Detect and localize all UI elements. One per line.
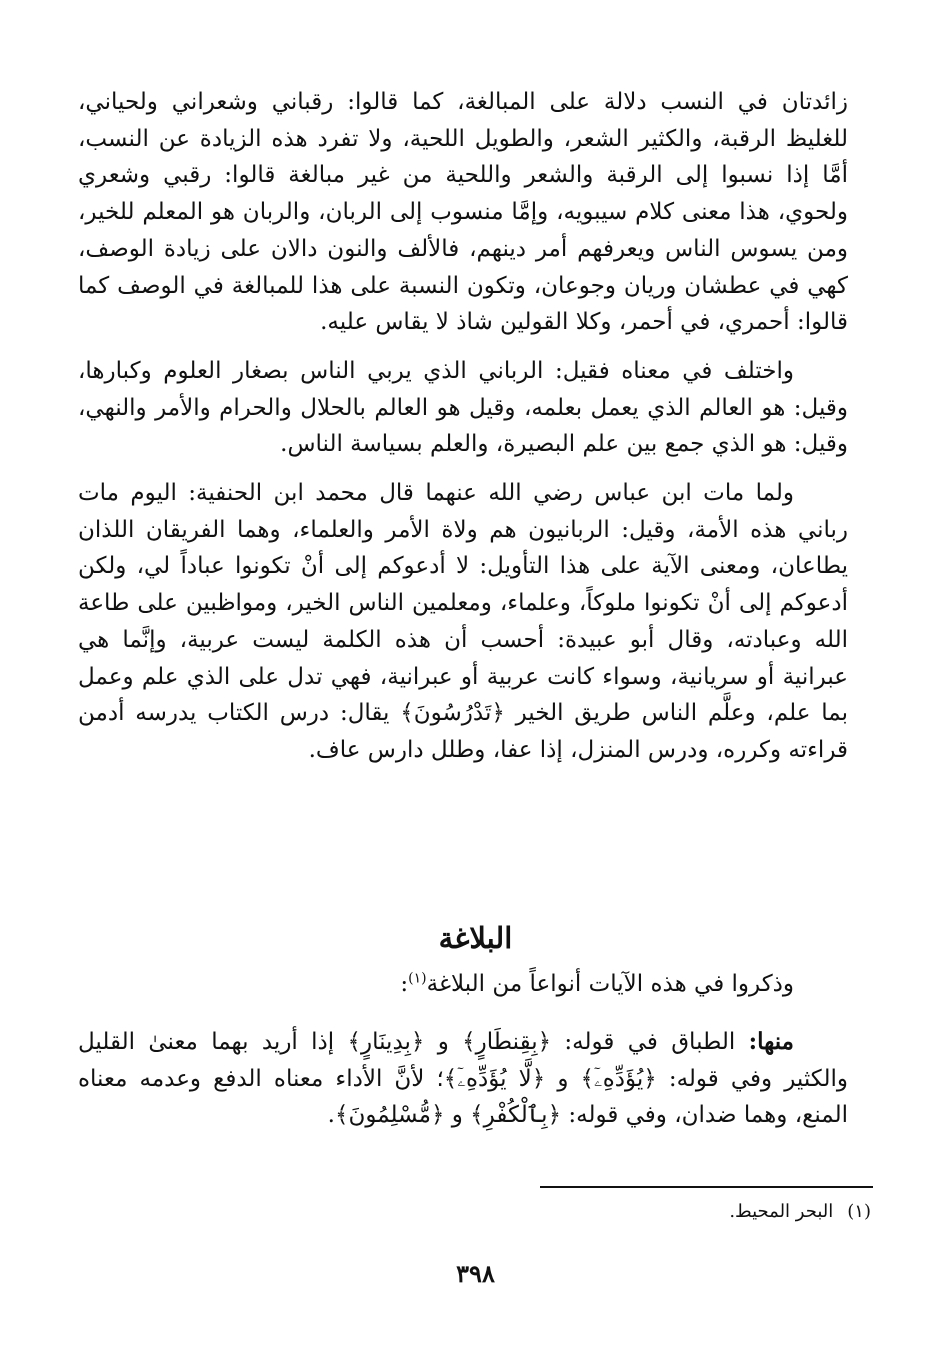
footnote [729, 1198, 871, 1226]
section-intro [78, 966, 848, 1003]
paragraph-meaning: واختلف في معناه فقيل: الرباني الذي يربي الناس بصغار العلوم وكبارها، وقيل: هو العالم الذي يعمل بعلمه، وقيل هو العالم بالحلال والحرام والأمر والنهي، وقيل: هو الذي جمع بين علم البصيرة، والعلم بسياسة الناس. [78, 357, 848, 458]
item-lead: منها: [748, 1028, 794, 1055]
section-item [78, 1024, 848, 1134]
paragraph-nisba: زائدتان في النسب دلالة على المبالغة، كما قالوا: رقباني وشعراني ولحياني، للغليظ الرقبة، والكثير الشعر، والطويل اللحية، ولا تفرد هذه الزيادة عن النسب، أمَّا إذا نسبوا إلى الرقبة والشعر واللحية من غير مبالغة قالوا: رقبي وشعري ولحوي، هذا معنى كلام سيبويه، وإمَّا منسوب إلى الربان، والربان هو المعلم للخير، ومن يسوس الناس ويعرفهم أمر دينهم، فالألف والنون دالان على زيادة الوصف، كهي في عطشان وريان وجوعان، وتكون النسبة على هذا للمبالغة في الوصف كما قالوا: أحمري، في أحمر، وكلا القولين شاذ لا يقاس عليه. [78, 89, 848, 336]
section-intro-colon: : [400, 971, 409, 997]
section-intro-text: وذكروا في هذه الآيات أنواعاً من البلاغة [426, 971, 794, 997]
paragraph-ibn-abbas: ولما مات ابن عباس رضي الله عنهما قال محمد ابن الحنفية: اليوم مات رباني هذه الأمة، وقيل: الربانيون هم ولاة الأمر والعلماء، وهما الفريقان اللذان يطاعان، ومعنى الآية على هذا التأويل: لا أدعوكم إلى أنْ تكونوا عباداً لي، ولكن أدعوكم إلى أنْ تكونوا ملوكاً، وعلماء، ومعلمين الناس الخير، ومواظبين على طاعة الله وعبادته، وقال أبو عبيدة: أحسب أن هذه الكلمة ليست عربية، وإنَّما هي عبرانية أو سريانية، وسواء كانت عربية أو عبرانية، فهي تدل على الذي علم وعمل بما علم، وعلَّم الناس طريق الخير ﴿تَدْرُسُونَ﴾ يقال: درس الكتاب يدرسه أدمن قراءته وكرره، ودرس المنزل، إذا عفا، وطلل دارس عاف. [78, 480, 848, 763]
main-text [78, 84, 848, 769]
page-number: ٣٩٨ [456, 1259, 495, 1288]
footnote-number: (١) [847, 1201, 871, 1222]
section-item-paragraph [78, 1024, 848, 1134]
footnote-divider [540, 1186, 873, 1188]
section-heading: البلاغة [438, 921, 513, 955]
footnote-reference: (١) [408, 970, 427, 987]
footnote-text: البحر المحيط. [729, 1201, 834, 1222]
section-intro-line [78, 966, 848, 1003]
item-text: الطباق في قوله: ﴿بِقِنطَارٍ﴾ و ﴿بِدِينَارٍ﴾ إذا أريد بهما معنىٰ القليل والكثير وفي قوله: ﴿يُؤَدِّهِۦٓ﴾ و ﴿لَّا يُؤَدِّهِۦٓ﴾؛ لأنَّ الأداء معناه الدفع وعدمه معناه المنع، وهما ضدان، وفي قوله: ﴿بِٱلْكُفْرِ﴾ و ﴿مُّسْلِمُونَ﴾. [78, 1029, 848, 1129]
